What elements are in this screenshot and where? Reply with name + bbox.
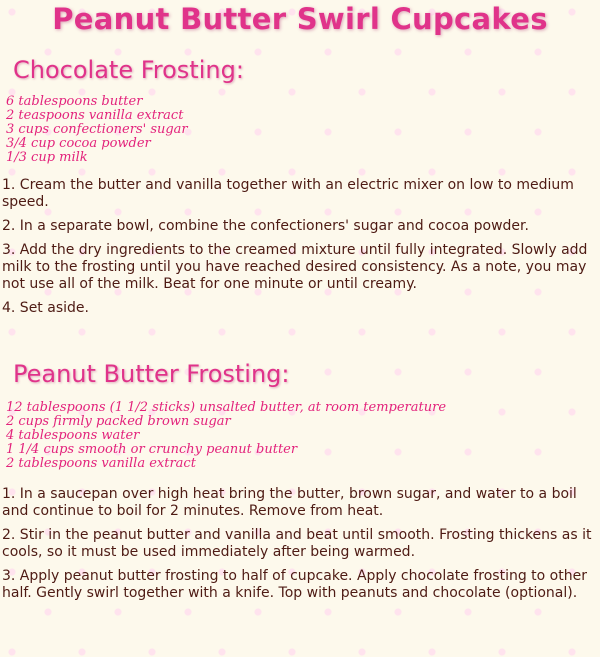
ingredient-item: 2 teaspoons vanilla extract xyxy=(6,108,184,123)
ingredient-item: 6 tablespoons butter xyxy=(6,94,143,109)
chocolate-ingredients-list xyxy=(6,95,188,165)
ingredient-item: 3/4 cup cocoa powder xyxy=(6,136,151,151)
peanut-ingredients-list xyxy=(6,401,446,471)
instruction-step: 2. In a separate bowl, combine the confectioners' sugar and cocoa powder. xyxy=(2,218,529,234)
ingredient-item: 1 1/4 cups smooth or crunchy peanut butter xyxy=(6,442,298,457)
ingredient-item: 4 tablespoons water xyxy=(6,428,140,443)
instruction-step: 3. Apply peanut butter frosting to half of cupcake. Apply chocolate frosting to other half. Gently swirl together with a knife. Top with peanuts and chocolate (optional). xyxy=(2,568,587,601)
instruction-step: 1. In a saucepan over high heat bring the butter, brown sugar, and water to a boil and continue to boil for 2 minutes. Remove from heat. xyxy=(2,486,577,519)
instruction-step: 3. Add the dry ingredients to the creamed mixture until fully integrated. Slowly add milk to the frosting until you have reached desired consistency. As a note, you may not use all of the milk. Beat for one minute or until creamy. xyxy=(2,242,588,292)
peanut-butter-frosting-heading: Peanut Butter Frosting: xyxy=(13,360,290,388)
ingredient-item: 1/3 cup milk xyxy=(6,150,88,165)
peanut-steps xyxy=(2,486,596,609)
ingredient-item: 3 cups confectioners' sugar xyxy=(6,122,188,137)
ingredient-item: 2 tablespoons vanilla extract xyxy=(6,456,196,471)
instruction-step: 1. Cream the butter and vanilla together with an electric mixer on low to medium speed. xyxy=(2,177,574,210)
ingredient-item: 2 cups firmly packed brown sugar xyxy=(6,414,231,429)
ingredient-item: 12 tablespoons (1 1/2 sticks) unsalted butter, at room temperature xyxy=(6,400,447,415)
chocolate-steps xyxy=(2,177,596,324)
recipe-title: Peanut Butter Swirl Cupcakes xyxy=(52,2,548,36)
instruction-step: 4. Set aside. xyxy=(2,300,89,316)
instruction-step: 2. Stir in the peanut butter and vanilla and beat until smooth. Frosting thickens as it cools, so it must be used immediately after being warmed. xyxy=(2,527,592,560)
chocolate-frosting-heading: Chocolate Frosting: xyxy=(13,56,244,84)
